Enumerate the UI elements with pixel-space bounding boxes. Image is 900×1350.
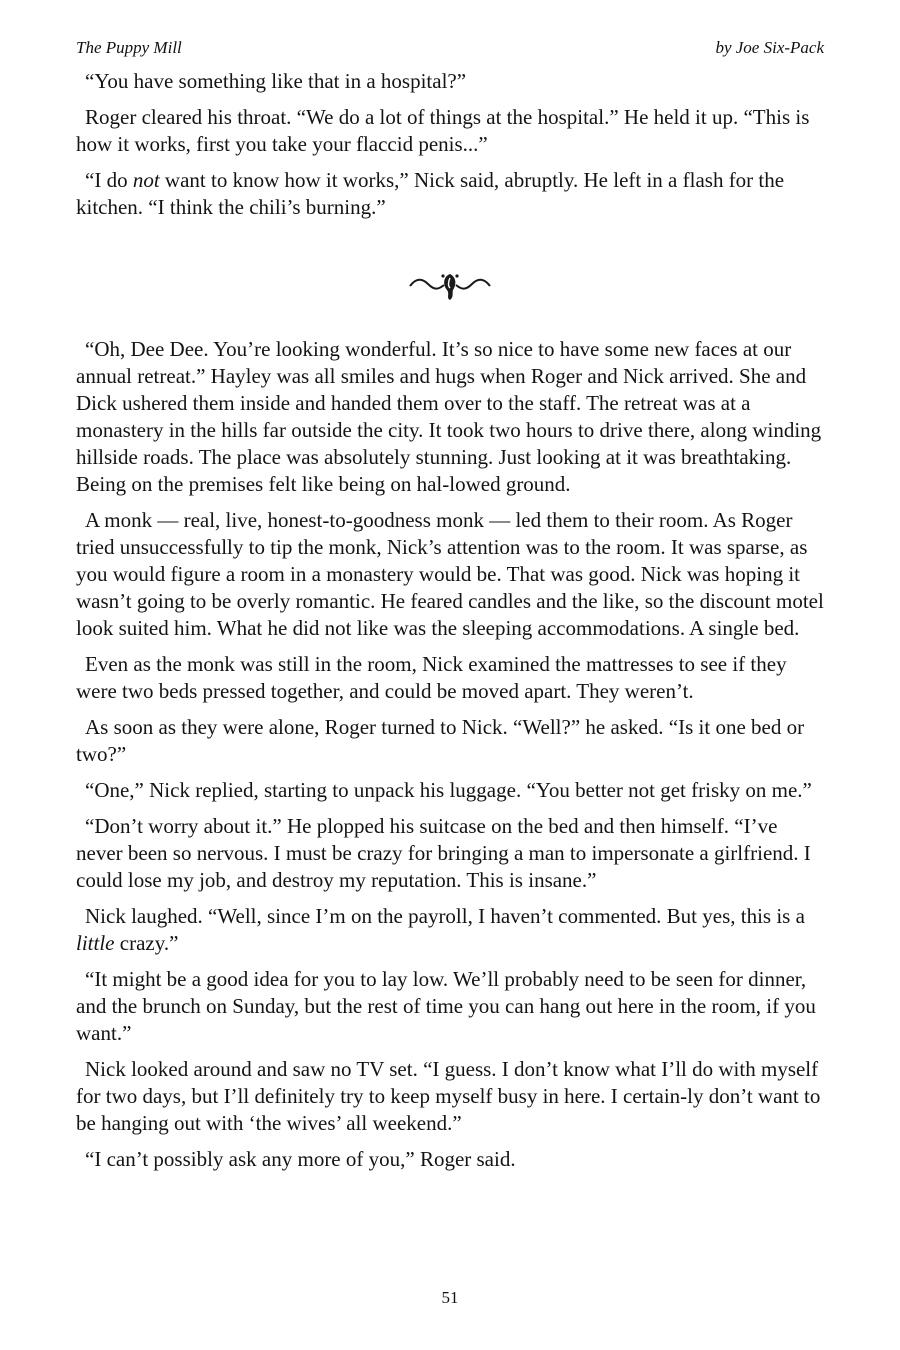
emphasis: little	[76, 931, 115, 955]
scene-one-text	[76, 68, 824, 230]
paragraph: Even as the monk was still in the room, Nick examined the mattresses to see if they were two beds pressed together, and could be moved apart. They weren’t.	[76, 652, 787, 703]
paragraph: “Oh, Dee Dee. You’re looking wonderful. It’s so nice to have some new faces at our annual retreat.” Hayley was all smiles and hugs when Roger and Nick arrived. She and Dick ushered them inside and handed them over to the staff. The retreat was at a monastery in the hills far outside the city. It took two hours to drive there, along winding hillside roads. The place was absolutely stunning. Just looking at it was breathtaking. Being on the premises felt like being on hal-lowed ground.	[76, 337, 822, 496]
paragraph: A monk — real, live, honest-to-goodness monk — led them to their room. As Roger tried unsuccessfully to tip the monk, Nick’s attention was to the room. It was sparse, as you would figure a room in a monastery would be. That was good. Nick was hoping it wasn’t going to be overly romantic. He feared candles and the like, so the discount motel look suited him. What he did not like was the sleeping accommodations. A single bed.	[76, 508, 824, 640]
paragraph: “I do not want to know how it works,” Nick said, abruptly. He left in a flash for the kitchen. “I think the chili’s burning.”	[76, 168, 785, 219]
paragraph: “It might be a good idea for you to lay low. We’ll probably need to be seen for dinner, and the brunch on Sunday, but the rest of time you can hang out here in the room, if you want.”	[76, 967, 816, 1045]
paragraph: As soon as they were alone, Roger turned to Nick. “Well?” he asked. “Is it one bed or two?”	[76, 715, 805, 766]
book-title: The Puppy Mill	[76, 38, 182, 57]
running-header	[76, 38, 824, 60]
paragraph: Roger cleared his throat. “We do a lot of things at the hospital.” He held it up. “This is how it works, first you take your flaccid penis...”	[76, 105, 810, 156]
page-number: 51	[441, 1288, 459, 1307]
paragraph: “You have something like that in a hospital?”	[85, 69, 467, 93]
author-credit: by Joe Six-Pack	[715, 38, 824, 57]
emphasis: not	[132, 168, 160, 192]
paragraph: “One,” Nick replied, starting to unpack his luggage. “You better not get frisky on me.”	[85, 778, 812, 802]
paragraph: Nick laughed. “Well, since I’m on the payroll, I haven’t commented. But yes, this is a little crazy.”	[76, 904, 805, 955]
scene-break-flourish-icon	[400, 266, 500, 306]
scene-two-text	[76, 336, 824, 1182]
paragraph: “Don’t worry about it.” He plopped his suitcase on the bed and then himself. “I’ve never been so nervous. I must be crazy for bringing a man to impersonate a girlfriend. I could lose my job, and destroy my reputation. This is insane.”	[76, 814, 811, 892]
paragraph: Nick looked around and saw no TV set. “I guess. I don’t know what I’ll do with myself for two days, but I’ll definitely try to keep myself busy in here. I certain-ly don’t want to be hanging out with ‘the wives’ all weekend.”	[76, 1057, 821, 1135]
paragraph: “I can’t possibly ask any more of you,” Roger said.	[85, 1147, 516, 1171]
